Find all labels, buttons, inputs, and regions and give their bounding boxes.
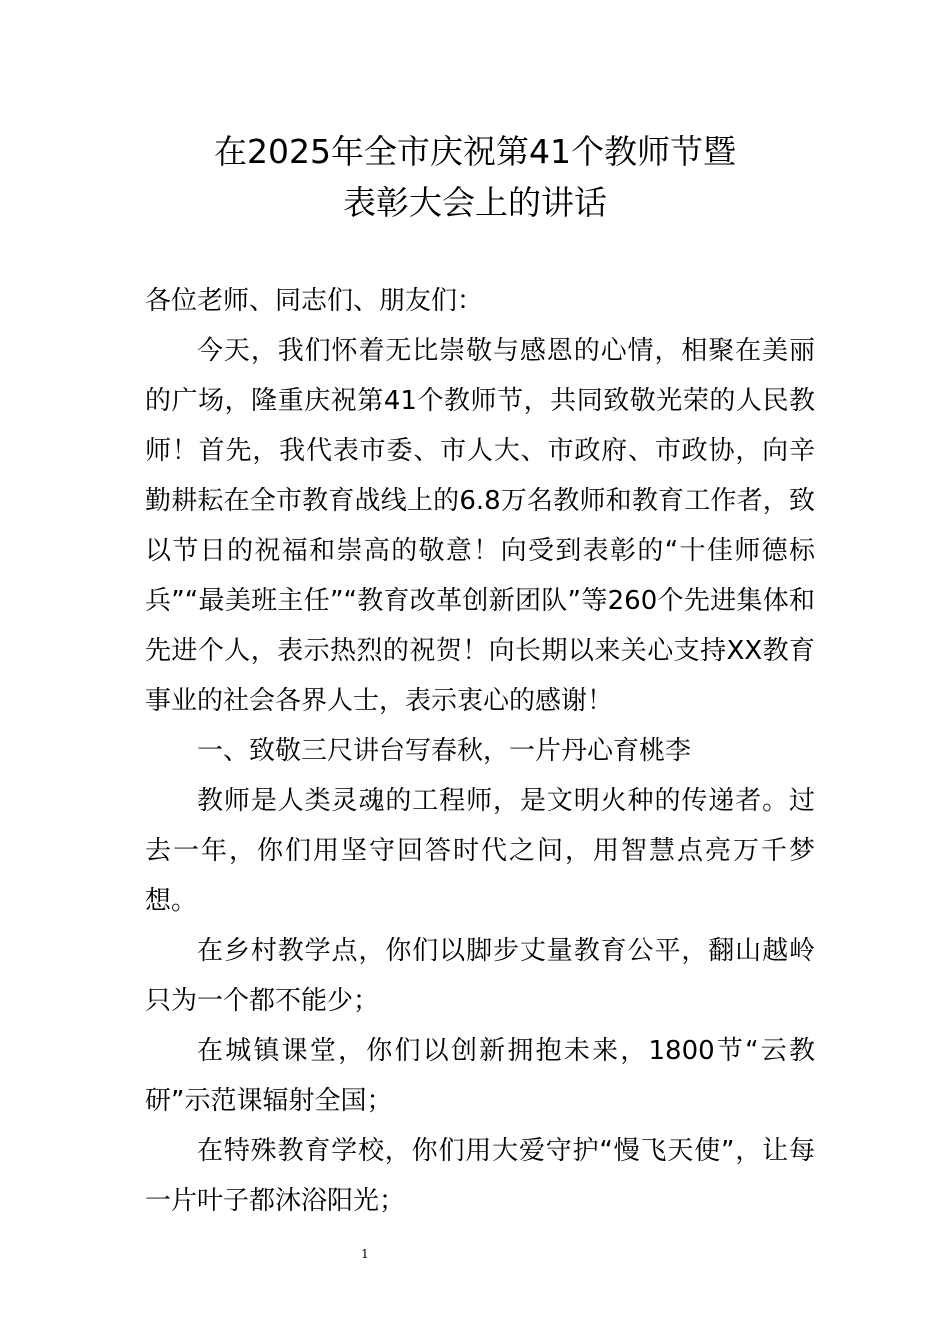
title-line-2: 表彰大会上的讲话 <box>343 183 607 222</box>
page-number: 1 <box>361 1247 369 1261</box>
paragraph-special-education: 在特殊教育学校，你们用大爱守护“慢飞天使”，让每一片叶子都沐浴阳光； <box>145 1136 815 1216</box>
title-line-1: 在2025年全市庆祝第41个教师节暨 <box>214 132 736 171</box>
speech-body <box>145 276 815 1226</box>
paragraph-rural: 在乡村教学点，你们以脚步丈量教育公平，翻山越岭只为一个都不能少； <box>145 936 815 1016</box>
paragraph-opening: 今天，我们怀着无比崇敬与感恩的心情，相聚在美丽的广场，隆重庆祝第41个教师节，共同致敬光荣的人民教师！首先，我代表市委、市人大、市政府、市政协，向辛勤耕耘在全市教育战线上的6.8万名教师和教育工作者，致以节日的祝福和崇高的敬意！向受到表彰的“十佳师德标兵”“最美班主任”“教育改革创新团队”等260个先进集体和先进个人，表示热烈的祝贺！向长期以来关心支持XX教育事业的社会各界人士，表示衷心的感谢！ <box>145 336 815 716</box>
paragraph-teachers: 教师是人类灵魂的工程师，是文明火种的传递者。过去一年，你们用坚守回答时代之问，用智慧点亮万千梦想。 <box>145 786 815 916</box>
salutation: 各位老师、同志们、朋友们： <box>145 286 484 316</box>
section-heading-1: 一、致敬三尺讲台写春秋，一片丹心育桃李 <box>197 736 692 766</box>
paragraph-urban: 在城镇课堂，你们以创新拥抱未来，1800节“云教研”示范课辐射全国； <box>145 1036 815 1116</box>
